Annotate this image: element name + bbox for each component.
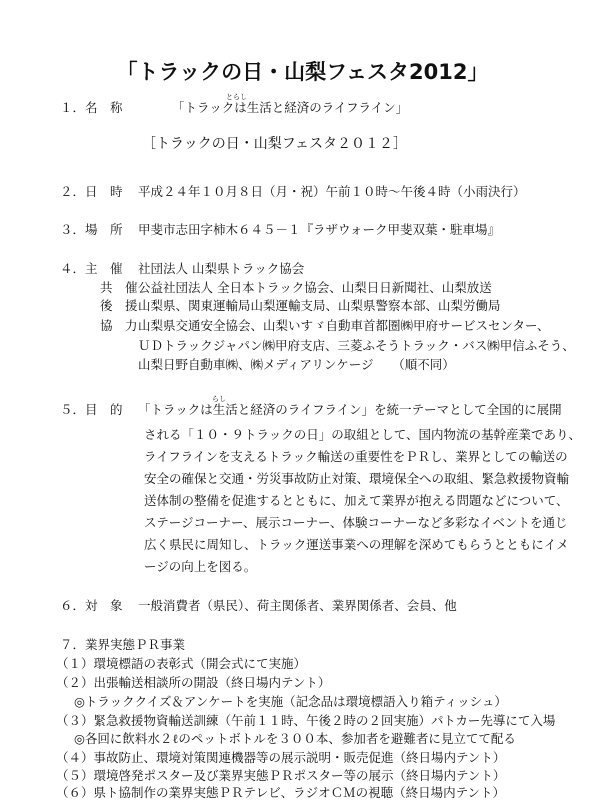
section-4-number: ４．主 催 <box>60 261 123 276</box>
purpose-line: ージの向上を図る。 <box>144 559 257 574</box>
purpose-first-line: 「トラックは生活と経済のライフライン」を統一テーマとして全国的に展開 <box>138 402 562 417</box>
event-item: （６）県ト協制作の業界実態ＰＲテレビ、ラジオＣＭの視聴（終日場内テント） <box>56 785 506 800</box>
section-1-number: １．名 称 <box>60 100 123 115</box>
event-subitem: ◎トラッククイズ＆アンケートを実施（記念品は環境標語入り箱ティッシュ） <box>74 694 507 709</box>
event-item: （５）環境啓発ポスター及び業界実態ＰＲポスター等の展示（終日場内テント） <box>56 768 506 783</box>
purpose-line: ライフラインを支えるトラック輸送の重要性をＰＲし、業界としての輸送の <box>144 449 568 464</box>
section-5-ruby: らし <box>212 395 226 403</box>
event-item: （２）出張輸送相談所の開設（終日場内テント） <box>56 675 331 690</box>
purpose-line: 安全の確保と交通・労災事故防止対策、環境保全への取組、緊急救援物資輸 <box>144 471 570 486</box>
support: 山梨県、関東運輸局山梨運輸支局、山梨県警察本部、山梨労働局 <box>138 298 501 313</box>
section-1-ruby: とらし <box>226 93 247 101</box>
section-1-theme: 「トラックは生活と経済のライフライン」 <box>172 100 409 115</box>
document-title: 「トラックの日・山梨フェスタ2012」 <box>116 60 489 84</box>
section-2-datetime: 平成２４年１０月８日（月・祝）午前１０時～午後４時（小雨決行） <box>138 184 526 199</box>
section-5-number: ５．目 的 <box>60 402 123 417</box>
section-2-number: ２．日 時 <box>60 184 123 199</box>
purpose-line: 送体制の整備を促進するとともに、加えて業界が抱える問題などについて、 <box>144 493 569 508</box>
support-label: 後 援 <box>100 298 138 313</box>
event-subitem: ◎各回に飲料水２ℓのペットボトルを３００本、参加者を避難者に見立てて配る <box>74 731 516 746</box>
cooperation-label: 協 力 <box>100 318 138 333</box>
cooperation-line: ＵＤトラックジャパン㈱甲府支店、三菱ふそうトラック・バス㈱甲信ふそう、 <box>138 338 575 353</box>
co-organizer-label: 共 催 <box>100 280 138 295</box>
section-7-heading: ７．業界実態ＰＲ事業 <box>60 637 186 652</box>
cooperation-line: 山梨日野自動車㈱、㈱メディアリンケージ （順不同） <box>138 357 455 372</box>
purpose-body <box>144 424 582 578</box>
event-item: （４）事故防止、環境対策関連機器等の展示説明・販売促進（終日場内テント） <box>56 750 506 765</box>
co-organizer: 公益社団法人 全日本トラック協会、山梨日日新聞社、山梨放送 <box>138 280 492 295</box>
event-item: （３）緊急救援物資輸送訓練（午前１１時、午後２時の２回実施）パトカー先導にて入場 <box>56 713 556 728</box>
section-3-number: ３．場 所 <box>60 222 123 237</box>
event-item: （１）環境標語の表彰式（開会式にて実施） <box>56 656 307 671</box>
target-audience: 一般消費者（県民）、荷主関係者、業界関係者、会員、他 <box>138 598 457 613</box>
section-1-event-name: ［トラックの日・山梨フェスタ２０１２］ <box>142 136 408 152</box>
section-3-venue: 甲斐市志田字柿木６４５－１『ラザウォーク甲斐双葉・駐車場』 <box>138 222 501 237</box>
cooperation-line: 山梨県交通安全協会、山梨いすゞ自動車首都圏㈱甲府サービスセンター、 <box>138 318 550 333</box>
purpose-line: される「１０・９トラックの日」の取組として、国内物流の基幹産業であり、 <box>144 427 582 442</box>
purpose-line: 広く県民に周知し、トラック運送事業への理解を深めてもらうとともにイメ <box>144 537 569 552</box>
section-6-number: ６．対 象 <box>60 598 123 613</box>
purpose-line: ステージコーナー、展示コーナー、体験コーナーなど多彩なイベントを通じ <box>144 515 568 530</box>
organizer: 社団法人 山梨県トラック協会 <box>138 261 305 276</box>
